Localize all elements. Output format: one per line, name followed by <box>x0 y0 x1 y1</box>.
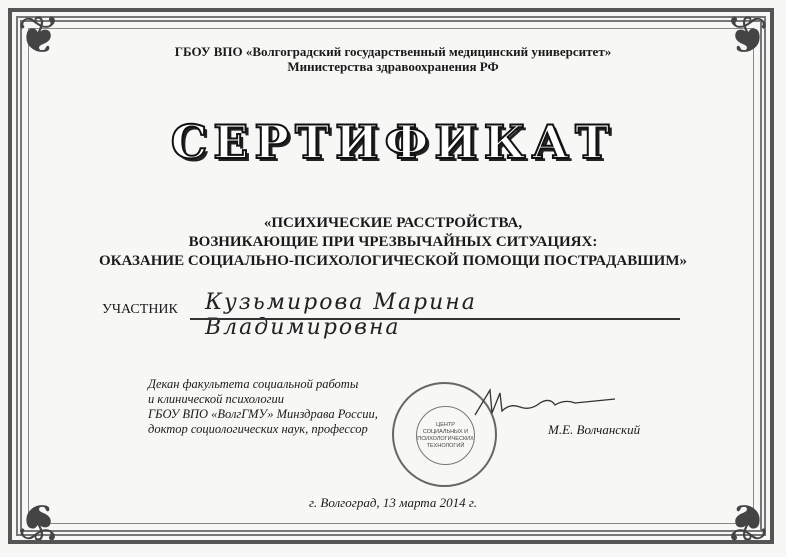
corner-ornament-icon: ❦ <box>17 492 61 549</box>
header-line: ГБОУ ВПО «Волгоградский государственный медицинский университет» <box>174 44 612 59</box>
corner-ornament-icon: ❦ <box>725 492 769 549</box>
dean-line: доктор социологических наук, профессор <box>148 422 368 436</box>
institution-header <box>0 44 786 74</box>
course-line: ВОЗНИКАЮЩИЕ ПРИ ЧРЕЗВЫЧАЙНЫХ СИТУАЦИЯХ: <box>188 234 598 250</box>
participant-name: Кузьмирова Марина Владимировна <box>205 290 477 340</box>
dean-line: и клинической психологии <box>148 392 284 406</box>
participant-label: УЧАСТНИК <box>102 302 178 317</box>
header-line: Министерства здравоохранения РФ <box>287 59 499 74</box>
course-title <box>0 214 786 271</box>
stamp-center-text: ЦЕНТР СОЦИАЛЬНЫХ И ПСИХОЛОГИЧЕСКИХ ТЕХНОЛОГИЙ <box>416 406 475 465</box>
signature-icon <box>470 385 620 425</box>
dean-line: ГБОУ ВПО «ВолгГМУ» Минздрава России, <box>148 407 378 421</box>
signer-name: М.Е. Волчанский <box>548 422 641 437</box>
name-underline <box>190 318 680 320</box>
issue-date: г. Волгоград, 13 марта 2014 г. <box>309 495 477 510</box>
course-line: «ПСИХИЧЕСКИЕ РАССТРОЙСТВА, <box>263 215 523 231</box>
corner-ornament-icon: ❦ <box>17 8 61 65</box>
border-line <box>28 28 754 524</box>
dean-line: Декан факультета социальной работы <box>148 377 359 391</box>
course-line: ОКАЗАНИЕ СОЦИАЛЬНО-ПСИХОЛОГИЧЕСКОЙ ПОМОЩИ ПОСТРАДАВШИМ» <box>98 253 688 269</box>
certificate-title: СЕРТИФИКАТ <box>170 115 616 169</box>
dean-position <box>148 377 378 437</box>
corner-ornament-icon: ❦ <box>725 8 769 65</box>
